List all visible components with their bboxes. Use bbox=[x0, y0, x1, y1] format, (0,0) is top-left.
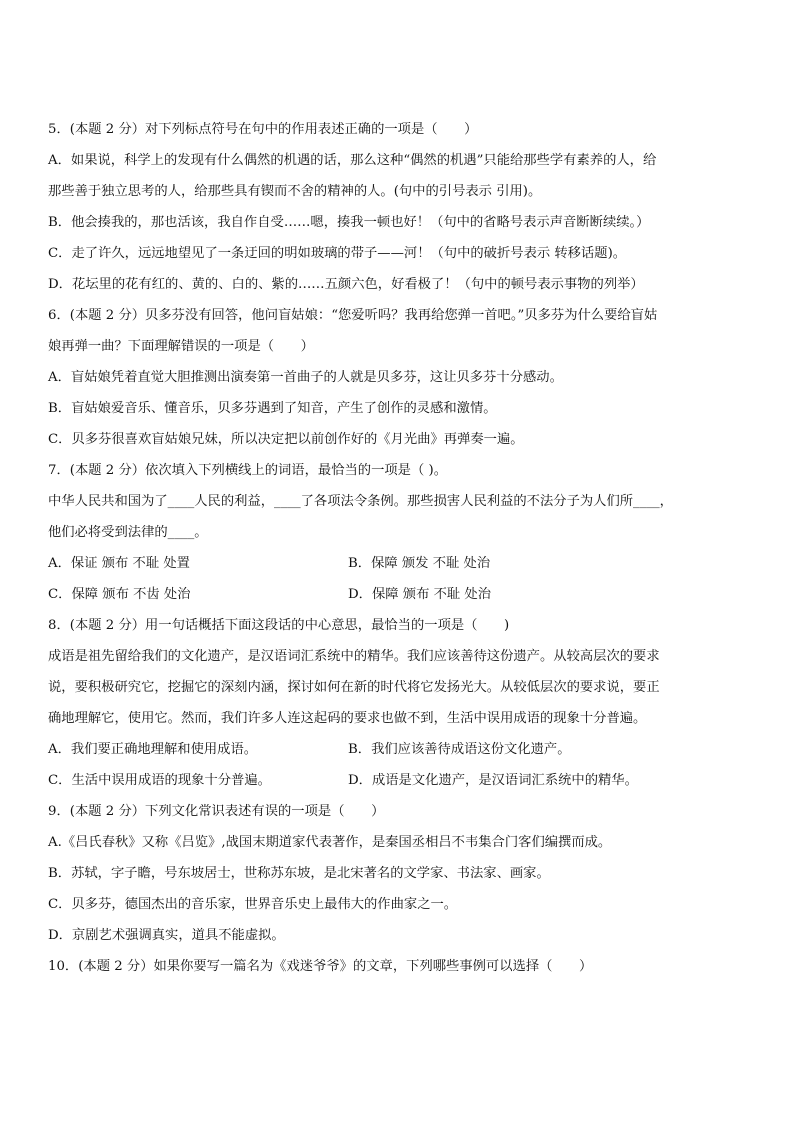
passage-line: 中华人民共和国为了____人民的利益，____了各项法令条例。那些损害人民利益的不法分子为人们所____， bbox=[48, 494, 673, 509]
question-9 bbox=[48, 796, 748, 951]
option-c: C．走了许久，远远地望见了一条迂回的明如玻璃的带子——河！（句中的破折号表示 转移话题)。 bbox=[48, 246, 627, 261]
option-b: B．保障 颁发 不耻 处治 bbox=[348, 556, 491, 571]
option-d: D．成语是文化遗产，是汉语词汇系统中的精华。 bbox=[348, 773, 638, 788]
passage-line: 说，要积极研究它，挖掘它的深刻内涵，探讨如何在新的时代将它发扬光大。从较低层次的要求说，要正 bbox=[48, 680, 660, 695]
option-b: B．我们应该善待成语这份文化遗产。 bbox=[348, 742, 571, 757]
question-stem: 9．(本题 2 分）下列文化常识表述有误的一项是（ ） bbox=[48, 804, 385, 819]
passage-line: 他们必将受到法律的____。 bbox=[48, 525, 208, 540]
option-a: A.《吕氏春秋》又称《吕览》,战国末期道家代表著作，是秦国丞相吕不韦集合门客们编撰而成。 bbox=[48, 835, 612, 850]
question-stem: 5．(本题 2 分）对下列标点符号在句中的作用表述正确的一项是（ ） bbox=[48, 122, 478, 137]
option-a: A．我们要正确地理解和使用成语。 bbox=[48, 742, 258, 757]
option-b: B．苏轼，字子瞻，号东坡居士，世称苏东坡，是北宋著名的文学家、书法家、画家。 bbox=[48, 866, 550, 881]
option-b: B．他会揍我的，那也活该，我自作自受……嗯，揍我一顿也好！（句中的省略号表示声音断断续续。） bbox=[48, 215, 650, 230]
question-10 bbox=[48, 951, 748, 982]
options-row bbox=[48, 579, 748, 610]
question-stem: 10．(本题 2 分）如果你要写一篇名为《戏迷爷爷》的文章，下列哪些事例可以选择（ ） bbox=[48, 959, 593, 974]
passage-line: 成语是祖先留给我们的文化遗产，是汉语词汇系统中的精华。我们应该善待这份遗产。从较高层次的要求 bbox=[48, 649, 660, 664]
question-stem-continued: 娘再弹一曲？下面理解错误的一项是（ ） bbox=[48, 339, 314, 354]
option-a: A．保证 颁布 不耻 处置 bbox=[48, 556, 190, 571]
passage-line: 确地理解它，使用它。然而，我们许多人连这起码的要求也做不到，生活中误用成语的现象十分普遍。 bbox=[48, 711, 647, 726]
exam-page bbox=[48, 114, 748, 982]
option-c: C．生活中误用成语的现象十分普遍。 bbox=[48, 773, 271, 788]
question-stem: 7．(本题 2 分）依次填入下列横线上的词语，最恰当的一项是（ )。 bbox=[48, 463, 447, 478]
options-row bbox=[48, 548, 748, 579]
option-d: D．花坛里的花有红的、黄的、白的、紫的……五颜六色，好看极了！（句中的顿号表示事物的列举） bbox=[48, 277, 644, 292]
option-d: D．保障 颁布 不耻 处治 bbox=[348, 587, 492, 602]
option-c: C．保障 颁布 不齿 处治 bbox=[48, 587, 191, 602]
option-c: C．贝多芬很喜欢盲姑娘兄妹，所以决定把以前创作好的《月光曲》再弹奏一遍。 bbox=[48, 432, 524, 447]
question-5 bbox=[48, 114, 748, 300]
options-row bbox=[48, 765, 748, 796]
question-8 bbox=[48, 610, 748, 796]
options-row bbox=[48, 734, 748, 765]
question-6 bbox=[48, 300, 748, 455]
option-c: C．贝多芬，德国杰出的音乐家，世界音乐史上最伟大的作曲家之一。 bbox=[48, 897, 458, 912]
option-a: A．盲姑娘凭着直觉大胆推测出演奏第一首曲子的人就是贝多芬，这让贝多芬十分感动。 bbox=[48, 370, 563, 385]
question-stem: 8．(本题 2 分）用一句话概括下面这段话的中心意思，最恰当的一项是（ ) bbox=[48, 618, 510, 633]
option-d: D．京剧艺术强调真实，道具不能虚拟。 bbox=[48, 928, 285, 943]
option-a-continued: 那些善于独立思考的人，给那些具有锲而不舍的精神的人。(句中的引号表示 引用)。 bbox=[48, 184, 542, 199]
option-a: A．如果说，科学上的发现有什么偶然的机遇的话，那么这种“偶然的机遇”只能给那些学有素养的人，给 bbox=[48, 153, 657, 168]
question-stem: 6．(本题 2 分）贝多芬没有回答，他问盲姑娘：“您爱听吗？我再给您弹一首吧。”贝多芬为什么要给盲姑 bbox=[48, 308, 658, 323]
question-7 bbox=[48, 455, 748, 610]
option-b: B．盲姑娘爱音乐、懂音乐，贝多芬遇到了知音，产生了创作的灵感和激情。 bbox=[48, 401, 497, 416]
